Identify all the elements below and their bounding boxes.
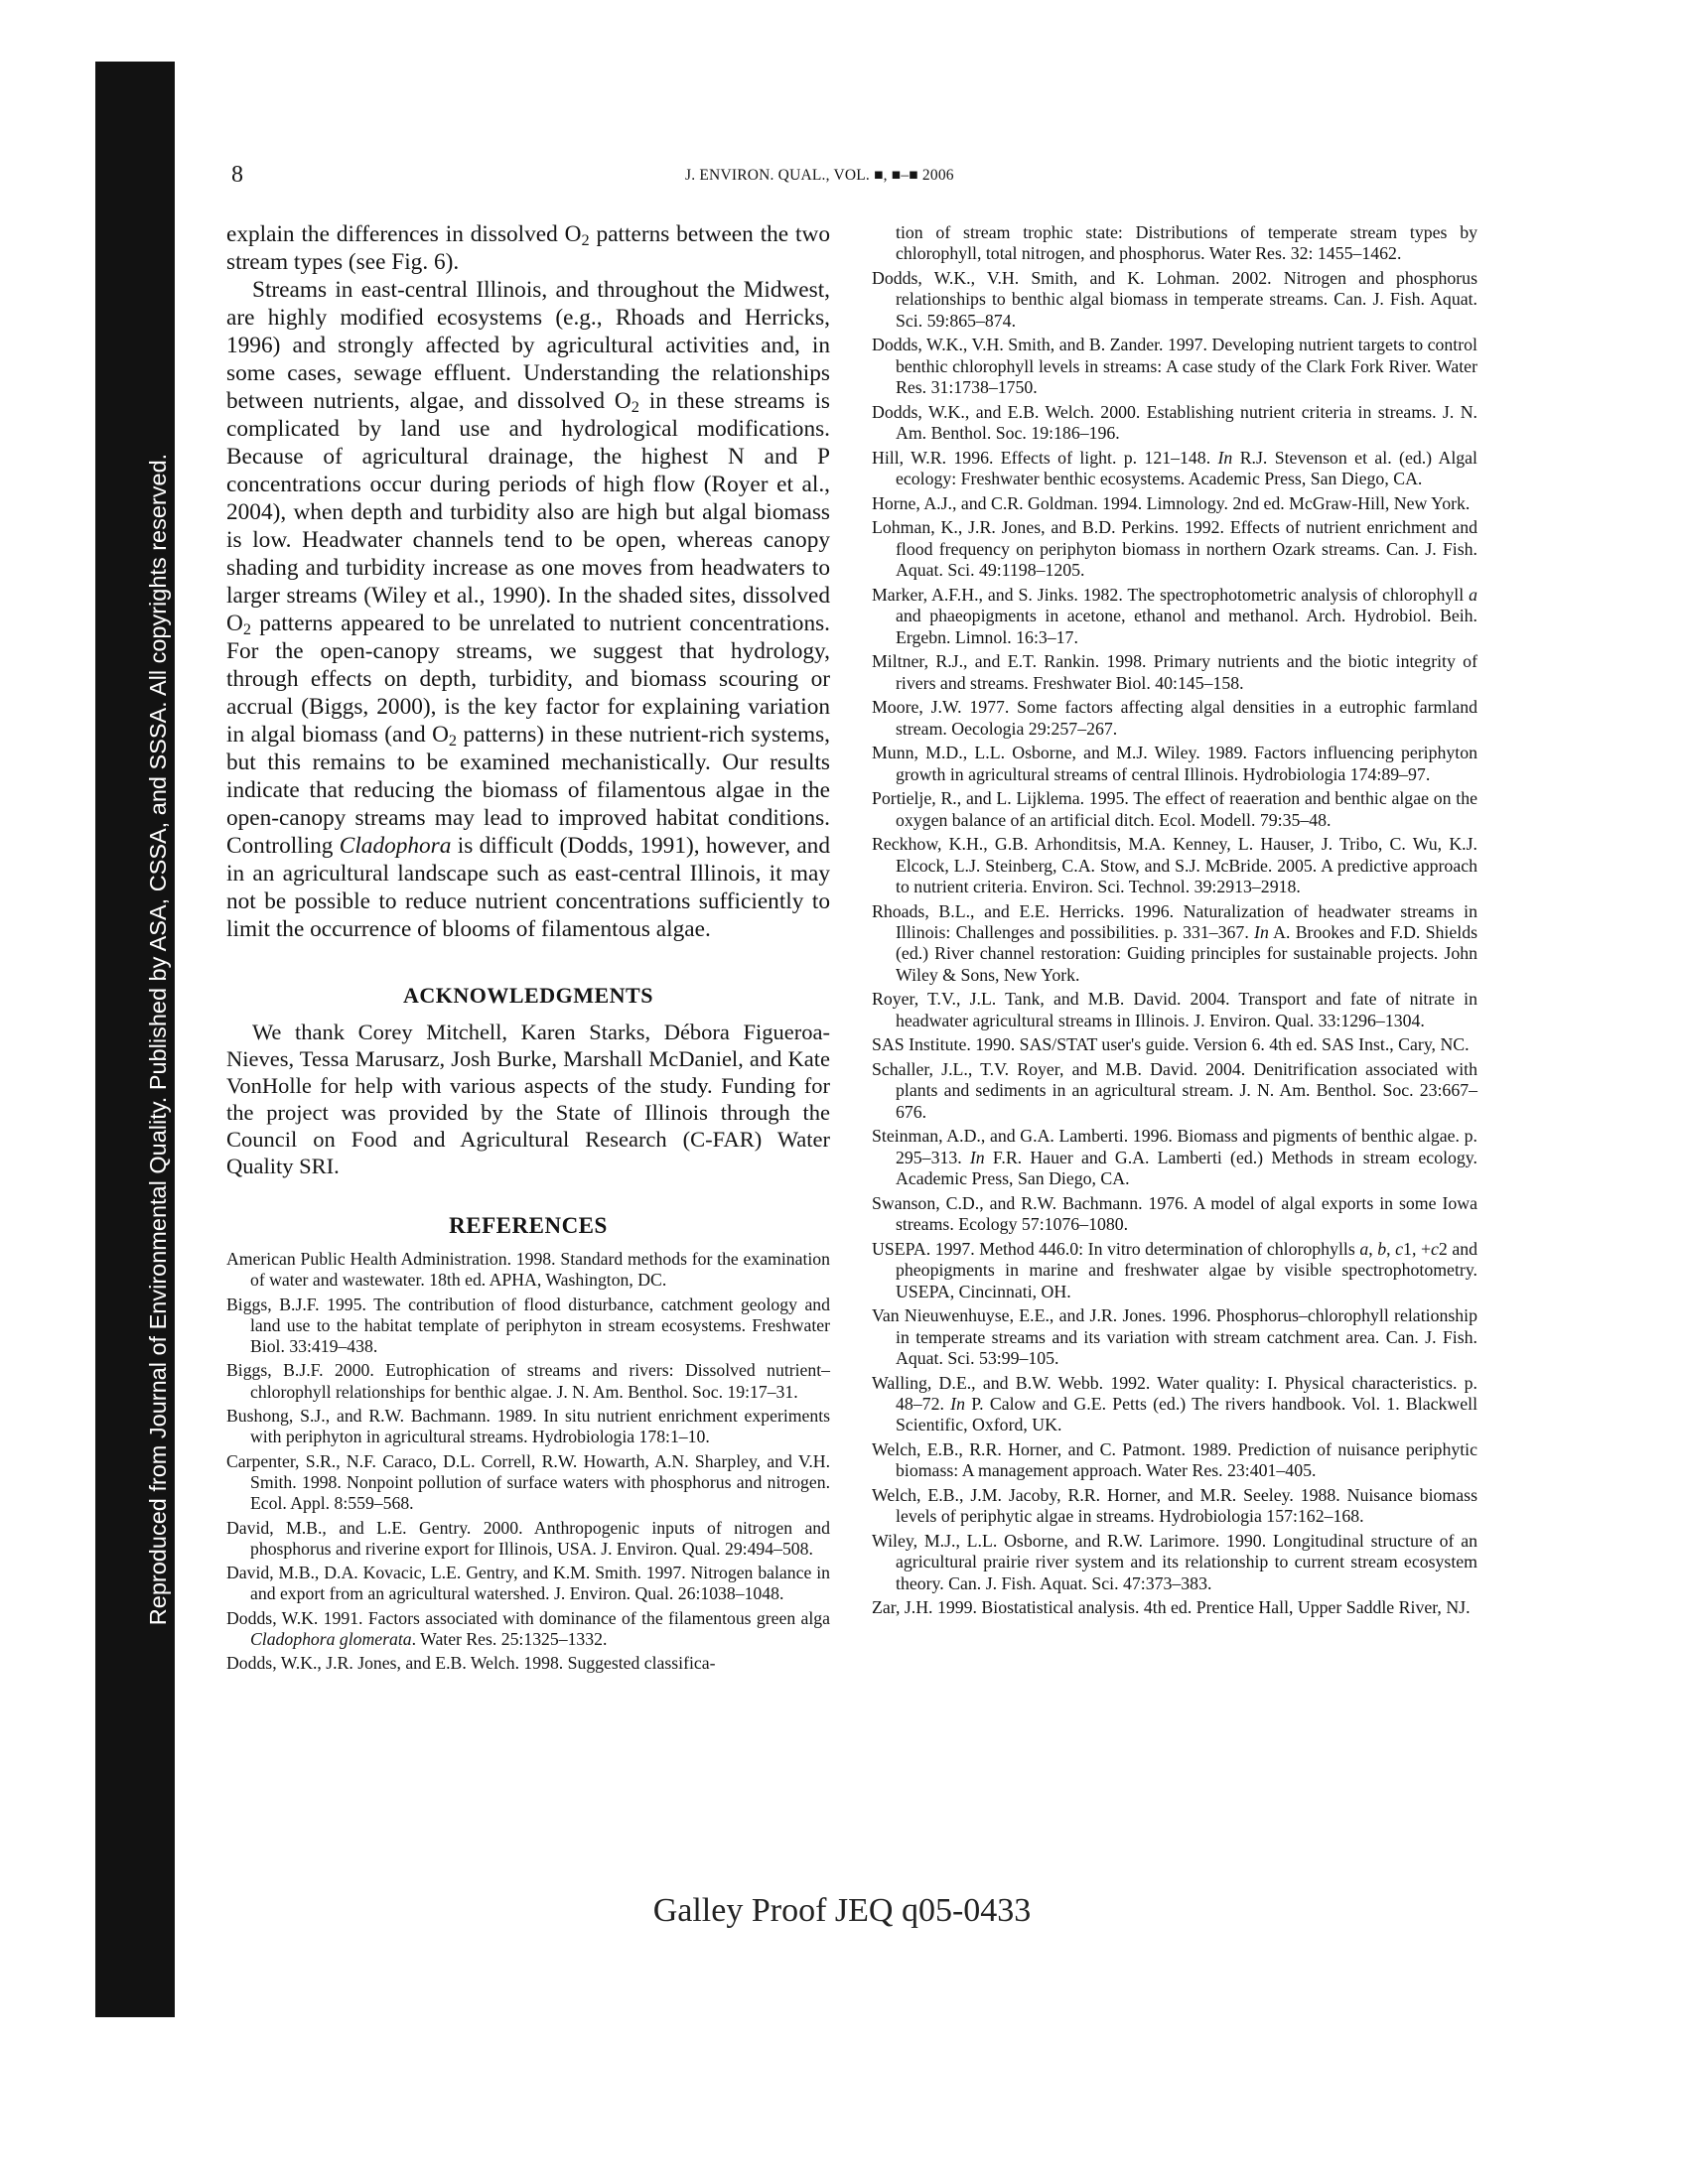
page-number: 8 [231, 162, 243, 188]
reference-item: Bushong, S.J., and R.W. Bachmann. 1989. In situ nutrient enrichment experiments with periphyton in agricultural streams. Hydrobiologia 178:1–10. [226, 1406, 830, 1447]
reference-item: Rhoads, B.L., and E.E. Herricks. 1996. Naturalization of headwater streams in Illinois: Challenges and possibilities. p. 331–367. In A. Brookes and F.D. Shields (ed.) River channel restoration: Guiding principles for sustainable projects. John Wiley & Sons, New York. [872, 900, 1478, 985]
body-paragraph: Streams in east-central Illinois, and throughout the Midwest, are highly modified ecosystems (e.g., Rhoads and Herricks, 1996) and strongly affected by agricultural activities and, in some cases, sewage effluent. Understanding the relationships between nutrients, algae, and dissolved $O_2$ in these streams is complicated by land use and hydrological modifications. Because of agricultural drainage, the highest N and P concentrations occur during periods of high flow (Royer et al., 2004), when depth and turbidity also are high but algal biomass is low. Headwater channels tend to be open, whereas canopy shading and turbidity increase as one moves from headwaters to larger streams (Wiley et al., 1990). In the shaded sites, dissolved $O_2$ patterns appeared to be unrelated to nutrient concentrations. For the open-canopy streams, we suggest that hydrology, through effects on depth, turbidity, and biomass scouring or accrual (Biggs, 2000), is the key factor for explaining variation in algal biomass (and $O_2$ patterns) in these nutrient-rich systems, but this remains to be examined mechanistically. Our results indicate that reducing the biomass of filamentous algae in the open-canopy streams may lead to improved habitat conditions. Controlling Cladophora is difficult (Dodds, 1991), however, and in an agricultural landscape such as east-central Illinois, it may not be possible to reduce nutrient concentrations sufficiently to limit the occurrence of blooms of filamentous algae. [226, 277, 830, 942]
reference-item: Schaller, J.L., T.V. Royer, and M.B. David. 2004. Denitrification associated with plants and sediments in an agricultural stream. J. N. Am. Benthol. Soc. 23:667–676. [872, 1059, 1477, 1122]
reference-item: Lohman, K., J.R. Jones, and B.D. Perkins. 1992. Effects of nutrient enrichment and flood frequency on periphyton biomass in northern Ozark streams. Can. J. Fish. Aquat. Sci. 49:1198–1205. [872, 517, 1477, 581]
acknowledgments-text: We thank Corey Mitchell, Karen Starks, Débora Figueroa-Nieves, Tessa Marusarz, Josh Burke, Marshall McDaniel, and Kate VonHolle for help with various aspects of the study. Funding for the project was provided by the State of Illinois through the Council on Food and Agricultural Research (C-FAR) Water Quality SRI. [226, 1020, 830, 1178]
reference-item: Steinman, A.D., and G.A. Lamberti. 1996. Biomass and pigments of benthic algae. p. 295–313. In F.R. Hauer and G.A. Lamberti (ed.) Methods in stream ecology. Academic Press, San Diego, CA. [872, 1126, 1477, 1189]
reference-item: Zar, J.H. 1999. Biostatistical analysis. 4th ed. Prentice Hall, Upper Saddle River, NJ. [872, 1597, 1471, 1618]
reference-item: Carpenter, S.R., N.F. Caraco, D.L. Correll, R.W. Howarth, A.N. Sharpley, and V.H. Smith. 1998. Nonpoint pollution of surface waters with phosphorus and nitrogen. Ecol. Appl. 8:559–568. [226, 1450, 830, 1514]
reference-item: USEPA. 1997. Method 446.0: In vitro determination of chlorophylls a, b, c1, +c2 and pheopigments in marine and freshwater algae by visible spectrophotometry. USEPA, Cincinnati, OH. [872, 1238, 1478, 1301]
references-heading: REFERENCES [449, 1213, 608, 1238]
reference-item: Biggs, B.J.F. 2000. Eutrophication of streams and rivers: Dissolved nutrient–chlorophyll relationships for benthic algae. J. N. Am. Benthol. Soc. 19:17–31. [226, 1360, 830, 1402]
running-head: J. ENVIRON. QUAL., VOL. ■, ■–■ 2006 [685, 167, 954, 184]
reference-item: Welch, E.B., J.M. Jacoby, R.R. Horner, and M.R. Seeley. 1988. Nuisance biomass levels of periphytic algae in streams. Hydrobiologia 157:162–168. [872, 1485, 1477, 1527]
reference-item: Walling, D.E., and B.W. Webb. 1992. Water quality: I. Physical characteristics. p. 48–72. In P. Calow and G.E. Petts (ed.) The rivers handbook. Vol. 1. Blackwell Scientific, Oxford, UK. [872, 1372, 1478, 1435]
reference-item: David, M.B., and L.E. Gentry. 2000. Anthropogenic inputs of nitrogen and phosphorus and riverine export for Illinois, USA. J. Environ. Qual. 29:494–508. [226, 1517, 830, 1559]
reference-item: Welch, E.B., R.R. Horner, and C. Patmont. 1989. Prediction of nuisance periphytic biomass: A management approach. Water Res. 23:401–405. [872, 1439, 1477, 1481]
reference-item: Horne, A.J., and C.R. Goldman. 1994. Limnology. 2nd ed. McGraw-Hill, New York. [872, 492, 1471, 513]
copyright-notice: Reproduced from Journal of Environmental Quality. Published by ASA, CSSA, and SSSA. All copyrights reserved. [145, 453, 171, 1626]
right-column [872, 222, 1477, 1622]
reference-item-continued: tion of stream trophic state: Distributions of temperate stream types by chlorophyll, total nitrogen, and phosphorus. Water Res. 32: 1455–1462. [896, 222, 1477, 264]
acknowledgments-heading: ACKNOWLEDGMENTS [403, 983, 653, 1008]
reference-item: Dodds, W.K., and E.B. Welch. 2000. Establishing nutrient criteria in streams. J. N. Am. Benthol. Soc. 19:186–196. [872, 401, 1477, 444]
reference-item: David, M.B., D.A. Kovacic, L.E. Gentry, and K.M. Smith. 1997. Nitrogen balance in and export from an agricultural watershed. J. Environ. Qual. 26:1038–1048. [226, 1563, 830, 1604]
reference-item: SAS Institute. 1990. SAS/STAT user's guide. Version 6. 4th ed. SAS Inst., Cary, NC. [872, 1034, 1470, 1055]
reference-item: Dodds, W.K., V.H. Smith, and B. Zander. 1997. Developing nutrient targets to control benthic chlorophyll levels in streams: A case study of the Clark Fork River. Water Res. 31:1738–1750. [872, 335, 1477, 398]
reference-item: Munn, M.D., L.L. Osborne, and M.J. Wiley. 1989. Factors influencing periphyton growth in agricultural streams of central Illinois. Hydrobiologia 174:89–97. [872, 743, 1477, 784]
reference-item: Marker, A.F.H., and S. Jinks. 1982. The spectrophotometric analysis of chlorophyll a and phaeopigments in acetone, ethanol and methanol. Arch. Hydrobiol. Beih. Ergebn. Limnol. 16:3–17. [872, 584, 1477, 647]
reference-item: Royer, T.V., J.L. Tank, and M.B. David. 2004. Transport and fate of nitrate in headwater agricultural streams in Illinois. J. Environ. Qual. 33:1296–1304. [872, 989, 1477, 1030]
reference-item: Dodds, W.K., J.R. Jones, and E.B. Welch. 1998. Suggested classifica- [226, 1653, 716, 1674]
reference-list-left [226, 1249, 830, 1675]
reference-item: Biggs, B.J.F. 1995. The contribution of flood disturbance, catchment geology and land use to the habitat template of periphyton in stream ecosystems. Freshwater Biol. 33:419–438. [226, 1294, 830, 1357]
reference-item: Wiley, M.J., L.L. Osborne, and R.W. Larimore. 1990. Longitudinal structure of an agricultural prairie river system and its relationship to current stream ecosystem theory. Can. J. Fish. Aquat. Sci. 47:373–383. [872, 1531, 1477, 1593]
reference-item: American Public Health Administration. 1998. Standard methods for the examination of water and wastewater. 18th ed. APHA, Washington, DC. [226, 1249, 830, 1291]
reference-item: Dodds, W.K. 1991. Factors associated with dominance of the filamentous green alga Cladophora glomerata. Water Res. 25:1325–1332. [226, 1607, 830, 1650]
reference-item: Hill, W.R. 1996. Effects of light. p. 121–148. In R.J. Stevenson et al. (ed.) Algal ecology: Freshwater benthic ecosystems. Academic Press, San Diego, CA. [872, 447, 1477, 489]
reference-item: Van Nieuwenhuyse, E.E., and J.R. Jones. 1996. Phosphorus–chlorophyll relationship in temperate streams and its variation with stream catchment area. Can. J. Fish. Aquat. Sci. 53:99–105. [872, 1305, 1477, 1369]
body-paragraph: explain the differences in dissolved $O_2$ patterns between the two stream types (see Fig. 6). [226, 221, 830, 275]
reference-item: Dodds, W.K., V.H. Smith, and K. Lohman. 2002. Nitrogen and phosphorus relationships to benthic algal biomass in temperate streams. Can. J. Fish. Aquat. Sci. 59:865–874. [872, 268, 1477, 331]
reference-item: Portielje, R., and L. Lijklema. 1995. The effect of reaeration and benthic algae on the oxygen balance of an artificial ditch. Ecol. Modell. 79:35–48. [872, 788, 1477, 830]
reference-item: Moore, J.W. 1977. Some factors affecting algal densities in a eutrophic farmland stream. Oecologia 29:257–267. [872, 697, 1477, 739]
reference-item: Reckhow, K.H., G.B. Arhonditsis, M.A. Kenney, L. Hauser, J. Tribo, C. Wu, K.J. Elcock, L.J. Steinberg, C.A. Stow, and S.J. McBride. 2005. A predictive approach to nutrient criteria. Environ. Sci. Technol. 39:2913–2918. [872, 834, 1477, 897]
reference-item: Miltner, R.J., and E.T. Rankin. 1998. Primary nutrients and the biotic integrity of rivers and streams. Freshwater Biol. 40:145–158. [872, 651, 1477, 693]
galley-proof-footer: Galley Proof JEQ q05-0433 [652, 1892, 1032, 1929]
left-column [226, 220, 830, 1678]
reference-item: Swanson, C.D., and R.W. Bachmann. 1976. A model of algal exports in some Iowa streams. Ecology 57:1076–1080. [872, 1192, 1477, 1235]
